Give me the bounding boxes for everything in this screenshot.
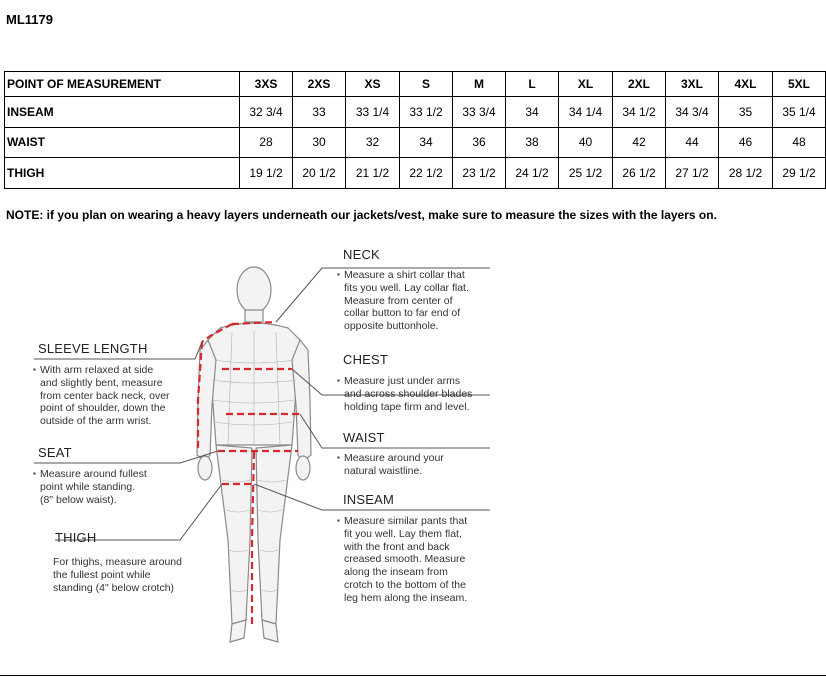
sleeve-length-title: SLEEVE LENGTH (38, 341, 148, 356)
waist-line: ▪ Measure around your (344, 452, 444, 464)
table-header-row (5, 72, 826, 97)
table-row (5, 127, 826, 158)
table-cell: 29 1/2 (773, 158, 826, 189)
table-cell: 28 1/2 (719, 158, 773, 189)
table-cell: 48 (773, 127, 826, 158)
table-cell: 34 3/4 (666, 97, 719, 128)
neck-line: collar button to far end of (344, 307, 461, 320)
neck-line: fits you well. Lay collar flat. (344, 281, 469, 294)
table-cell: 34 (506, 97, 559, 128)
inseam-line: leg hem along the inseam. (344, 591, 468, 604)
table-cell: 22 1/2 (400, 158, 453, 189)
table-cell: 34 1/2 (613, 97, 666, 128)
table-cell: 32 (346, 127, 400, 158)
column-header: 4XL (719, 72, 773, 97)
column-header: 3XL (666, 72, 719, 97)
table-cell: 33 3/4 (453, 97, 506, 128)
table-cell: 35 1/4 (773, 97, 826, 128)
inseam-line: with the front and back (344, 540, 450, 553)
sleeve-line: ▪ With arm relaxed at side (40, 364, 154, 376)
table-cell: 42 (613, 127, 666, 158)
sleeve-line: and slightly bent, measure (40, 376, 163, 389)
table-cell: 20 1/2 (293, 158, 346, 189)
inseam-line: along the inseam from (344, 566, 448, 579)
measurement-guide (0, 240, 826, 678)
table-cell: 34 (400, 127, 453, 158)
table-cell: 38 (506, 127, 559, 158)
inseam-line: crotch to the bottom of the (344, 578, 466, 591)
table-cell: 21 1/2 (346, 158, 400, 189)
seat-line: ▪ Measure around fullest (40, 468, 147, 480)
column-header: XS (346, 72, 400, 97)
neck-title: NECK (343, 247, 380, 262)
row-label: INSEAM (5, 97, 240, 128)
table-cell: 27 1/2 (666, 158, 719, 189)
thigh-line: the fullest point while (53, 568, 151, 581)
column-header: 2XS (293, 72, 346, 97)
bottom-divider (0, 675, 826, 676)
table-cell: 34 1/4 (559, 97, 613, 128)
table-cell: 24 1/2 (506, 158, 559, 189)
column-header: 5XL (773, 72, 826, 97)
table-cell: 46 (719, 127, 773, 158)
column-header: S (400, 72, 453, 97)
table-cell: 19 1/2 (240, 158, 293, 189)
table-cell: 33 1/4 (346, 97, 400, 128)
product-code: ML1179 (6, 12, 53, 27)
sleeve-line: outside of the arm wrist. (40, 415, 152, 428)
chest-title: CHEST (343, 352, 389, 367)
chest-description (344, 375, 472, 413)
column-header: 2XL (613, 72, 666, 97)
table-cell: 28 (240, 127, 293, 158)
waist-description (344, 452, 444, 478)
thigh-line: standing (4" below crotch) (53, 581, 175, 594)
table-row (5, 97, 826, 128)
table-cell: 30 (293, 127, 346, 158)
column-header: L (506, 72, 559, 97)
neck-line: ▪ Measure a shirt collar that (344, 269, 465, 281)
sleeve-length-description (40, 364, 170, 428)
column-header: M (453, 72, 506, 97)
column-header: XL (559, 72, 613, 97)
table-cell: 33 (293, 97, 346, 128)
seat-description (40, 468, 147, 506)
thigh-line: For thighs, measure around (53, 556, 182, 568)
table-cell: 40 (559, 127, 613, 158)
sleeve-line: point of shoulder, down the (40, 402, 166, 415)
thigh-title: THIGH (55, 530, 97, 545)
inseam-title: INSEAM (343, 492, 395, 507)
table-cell: 36 (453, 127, 506, 158)
table-row (5, 158, 826, 189)
inseam-line: ▪ Measure similar pants that (344, 515, 468, 527)
row-label: THIGH (5, 158, 240, 189)
table-cell: 32 3/4 (240, 97, 293, 128)
seat-title: SEAT (38, 445, 72, 460)
column-header: POINT OF MEASUREMENT (5, 72, 240, 97)
chest-line: holding tape firm and level. (344, 400, 470, 413)
inseam-line: fit you well. Lay them flat, (344, 527, 462, 540)
sleeve-line: from center back neck, over (40, 389, 170, 402)
size-chart-table (4, 71, 826, 189)
table-cell: 23 1/2 (453, 158, 506, 189)
row-label: WAIST (5, 127, 240, 158)
waist-title: WAIST (343, 430, 385, 445)
table-cell: 26 1/2 (613, 158, 666, 189)
layering-note: NOTE: if you plan on wearing a heavy layers underneath our jackets/vest, make sure to measure the sizes with the layers on. (6, 208, 717, 222)
seat-line: (8" below waist). (40, 493, 117, 506)
inseam-description (344, 515, 467, 605)
table-cell: 33 1/2 (400, 97, 453, 128)
table-cell: 25 1/2 (559, 158, 613, 189)
chest-line: and across shoulder blades (344, 387, 473, 400)
inseam-line: creased smooth. Measure (344, 553, 466, 566)
thigh-description (53, 556, 182, 594)
column-header: 3XS (240, 72, 293, 97)
chest-line: ▪ Measure just under arms (344, 375, 461, 387)
table-cell: 35 (719, 97, 773, 128)
neck-line: opposite buttonhole. (344, 320, 439, 333)
waist-line: natural waistline. (344, 464, 423, 477)
neck-description (344, 269, 469, 333)
table-cell: 44 (666, 127, 719, 158)
seat-line: point while standing. (40, 480, 136, 493)
neck-line: Measure from center of (344, 294, 453, 307)
